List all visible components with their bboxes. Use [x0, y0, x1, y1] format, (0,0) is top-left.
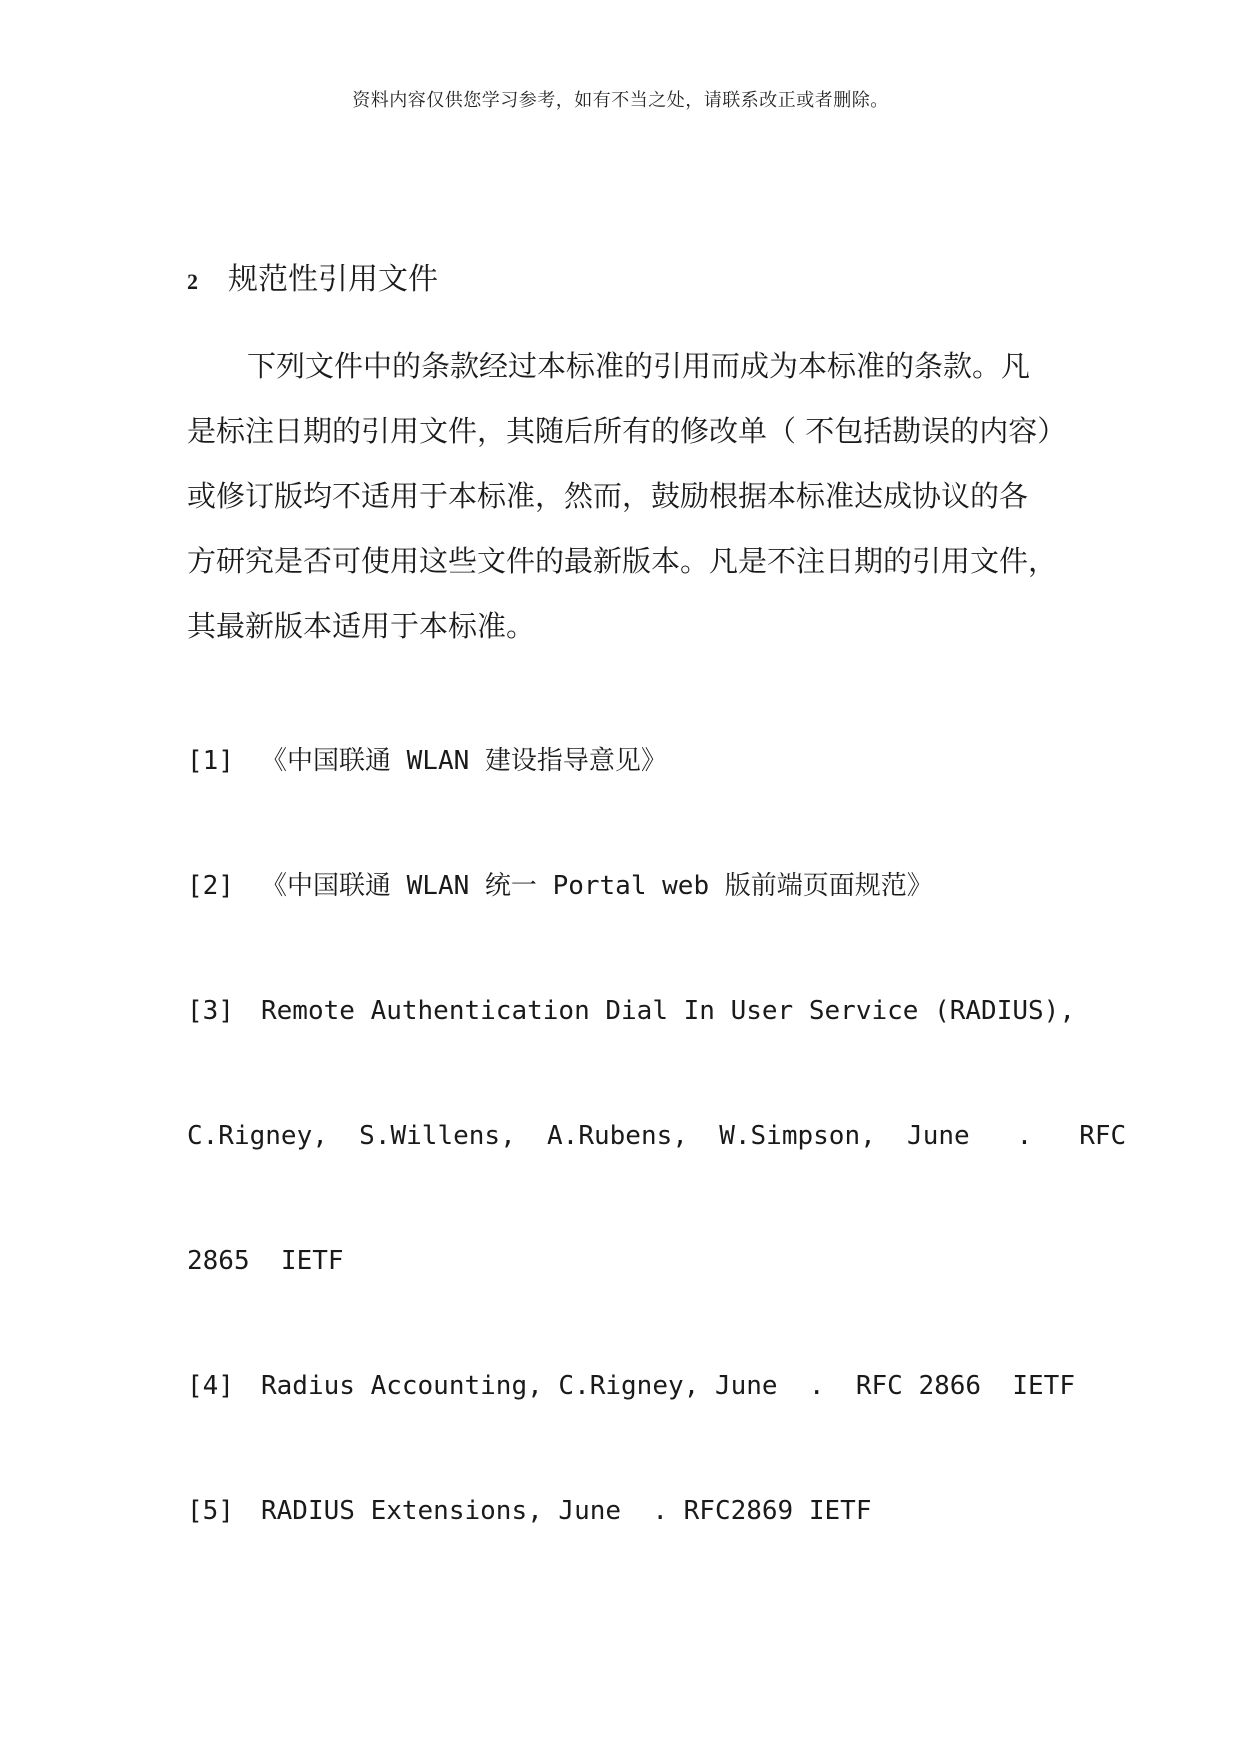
paragraph-line: 是标注日期的引用文件，其随后所有的修改单（ 不包括勘误的内容） — [187, 414, 1067, 448]
paragraph-line: 下列文件中的条款经过本标准的引用而成为本标准的条款。凡 — [247, 349, 1031, 383]
reference-text: 2865 IETF — [187, 1246, 344, 1276]
paragraph-line: 或修订版均不适用于本标准，然而，鼓励根据本标准达成协议的各 — [187, 479, 1029, 513]
reference-item — [187, 729, 1067, 794]
section-heading — [187, 254, 438, 298]
reference-text: Remote Authentication Dial In User Service (RADIUS), — [261, 996, 1075, 1026]
reference-continuation — [187, 1229, 1067, 1294]
reference-number: [4] — [187, 1371, 234, 1401]
reference-text: RADIUS Extensions, June . RFC2869 IETF — [261, 1496, 872, 1526]
reference-list — [187, 669, 1127, 1574]
reference-text: 《中国联通 WLAN 建设指导意见》 — [261, 746, 667, 776]
paragraph-line: 其最新版本适用于本标准。 — [187, 609, 536, 643]
reference-item — [187, 854, 1067, 919]
reference-number: [3] — [187, 996, 234, 1026]
reference-number: [1] — [187, 746, 234, 776]
reference-text: C.Rigney, S.Willens, A.Rubens, W.Simpson, June . RFC — [187, 1121, 1127, 1151]
section-number: 2 — [187, 269, 198, 294]
reference-number: [2] — [187, 871, 234, 901]
reference-continuation — [187, 1104, 1127, 1169]
reference-text: 《中国联通 WLAN 统一 Portal web 版前端页面规范》 — [261, 871, 933, 901]
body-paragraph — [187, 334, 1067, 659]
reference-item — [187, 979, 1075, 1044]
reference-item — [187, 1479, 1067, 1544]
paragraph-line: 方研究是否可使用这些文件的最新版本。凡是不注日期的引用文件， — [187, 544, 1058, 578]
section-title: 规范性引用文件 — [228, 262, 438, 297]
reference-text: Radius Accounting, C.Rigney, June . RFC 2866 IETF — [261, 1371, 1075, 1401]
reference-item — [187, 1354, 1075, 1419]
page-header-note: 资料内容仅供您学习参考，如有不当之处，请联系改正或者删除。 — [352, 90, 889, 111]
reference-number: [5] — [187, 1496, 234, 1526]
